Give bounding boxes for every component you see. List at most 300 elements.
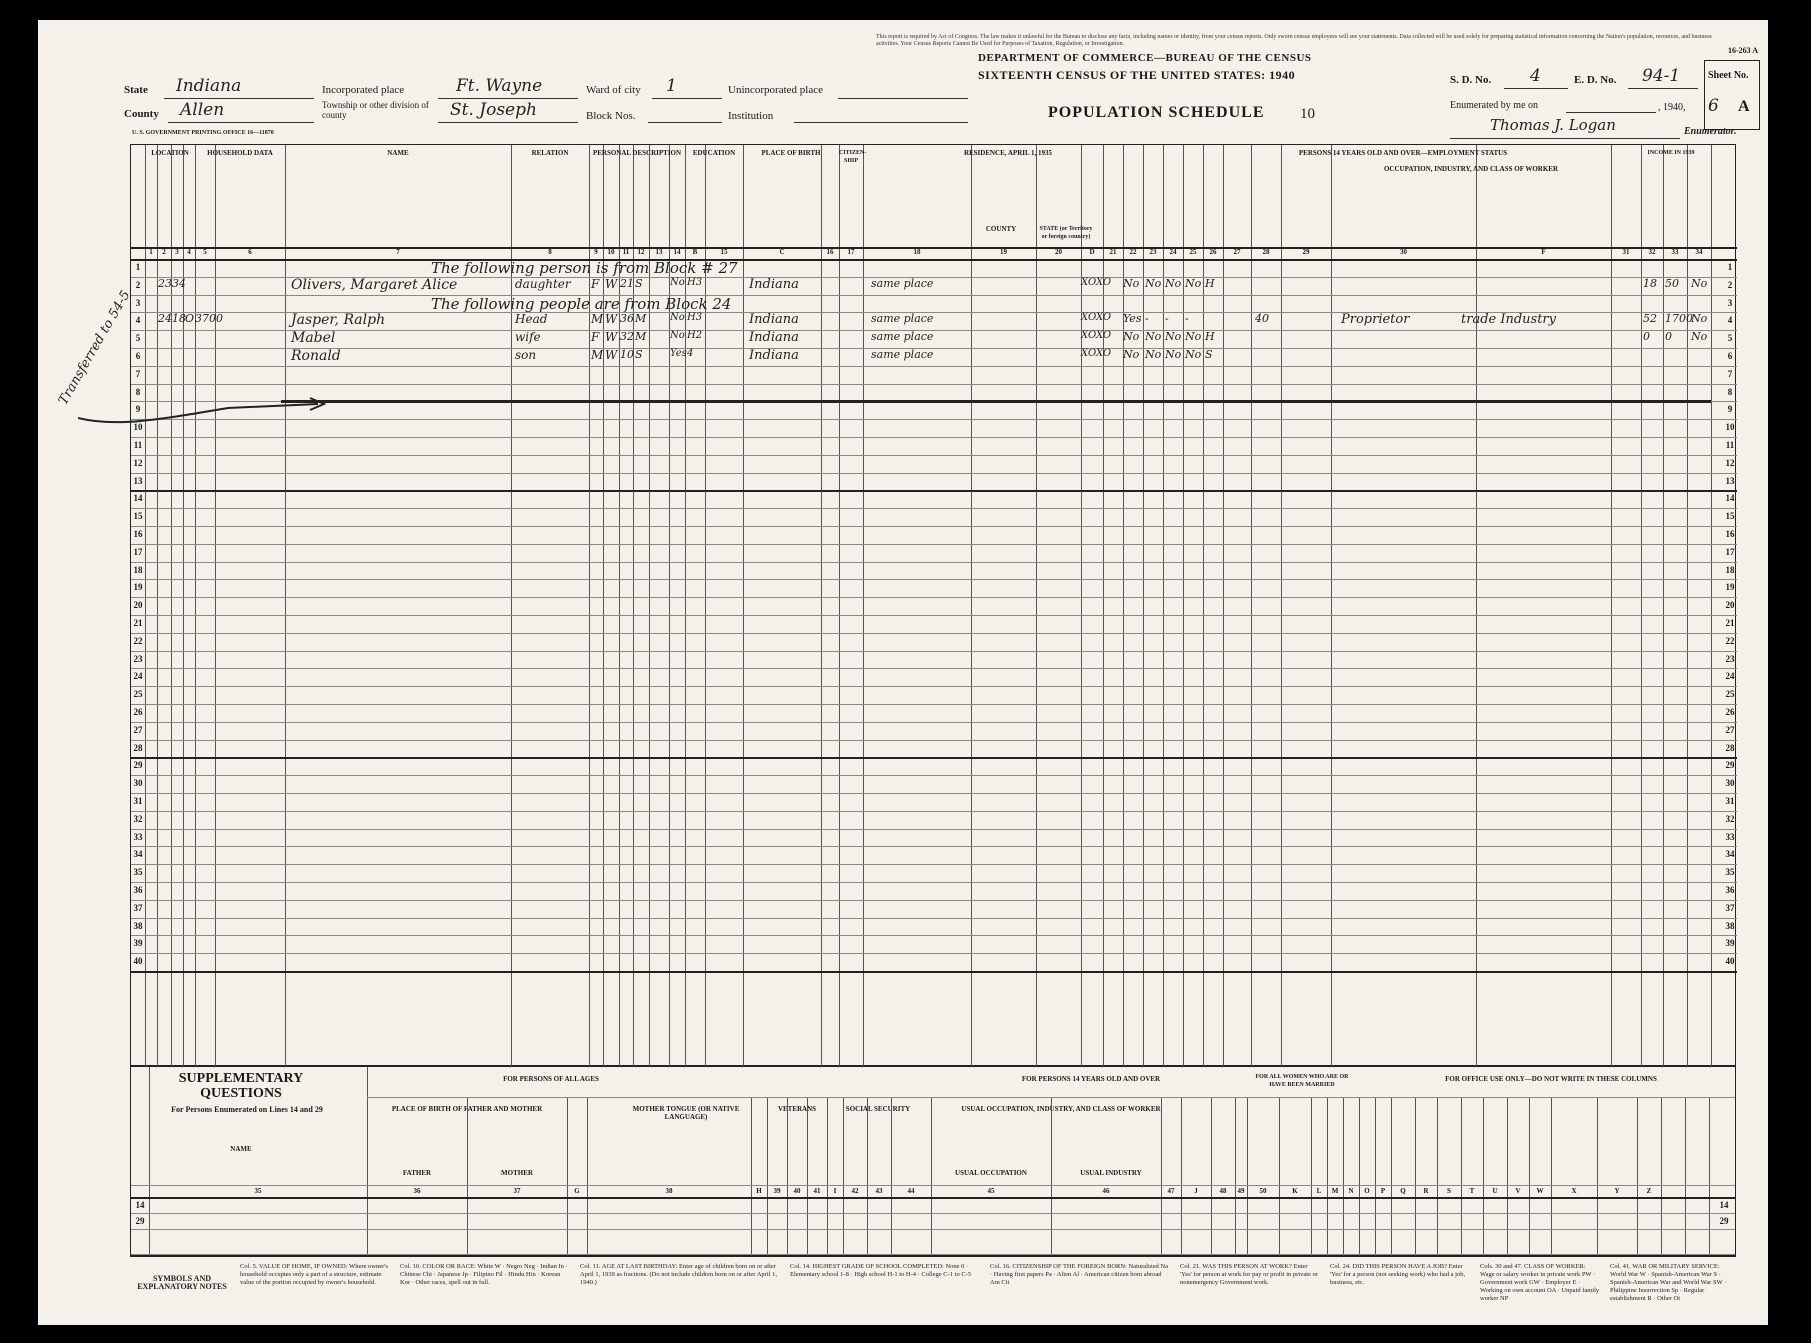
activity-code: H — [1205, 330, 1215, 344]
public-work: No — [1165, 348, 1182, 361]
birthplace: Indiana — [749, 276, 799, 292]
seeking-work: - — [1145, 312, 1149, 326]
grid-column-line — [863, 145, 864, 1067]
supp-column-line — [1391, 1097, 1392, 1254]
line-number: 17 — [1725, 546, 1735, 557]
supp-column-number: 43 — [875, 1187, 883, 1195]
row-rule — [131, 615, 1737, 616]
supp-column-line — [1247, 1097, 1248, 1254]
line-number: 19 — [133, 582, 143, 593]
public-work: No — [1165, 276, 1182, 290]
column-number: 13 — [655, 248, 663, 256]
column-number: 22 — [1129, 248, 1137, 256]
line-number: 22 — [1725, 635, 1735, 646]
grid-column-line — [1611, 145, 1612, 1067]
row-rule — [131, 473, 1737, 474]
supp-column-number: 41 — [813, 1187, 821, 1195]
supp-column-line — [1529, 1097, 1530, 1254]
grid-column-line — [195, 145, 196, 1067]
line-number: 32 — [1725, 813, 1735, 824]
supp-column-line — [467, 1097, 468, 1254]
seeking-work: No — [1145, 330, 1162, 344]
supp-column-line — [1181, 1097, 1182, 1254]
column-number: C — [779, 248, 785, 256]
line-number: 30 — [1725, 778, 1735, 789]
supp-column-line — [1551, 1097, 1552, 1254]
incorporated-place-label: Incorporated place — [322, 84, 405, 96]
column-number: 4 — [187, 248, 191, 256]
race: W — [605, 330, 618, 345]
department-title: DEPARTMENT OF COMMERCE—BUREAU OF THE CENSUS — [978, 52, 1312, 64]
line-number: 4 — [135, 315, 141, 326]
supp-column-line — [1637, 1097, 1638, 1254]
supp-column-line — [1685, 1097, 1686, 1254]
sd-label: S. D. No. — [1450, 74, 1492, 86]
grid-column-line — [971, 145, 972, 1067]
sheet-number: 6 — [1708, 96, 1719, 116]
column-number: 19 — [1000, 248, 1007, 256]
row-rule — [131, 900, 1737, 901]
supp-column-line — [931, 1097, 932, 1254]
relation: Head — [515, 312, 548, 327]
code: XOXO — [1081, 348, 1112, 359]
supp-column-number: 48 — [1219, 1187, 1227, 1195]
line-number: 3 — [1727, 297, 1733, 308]
supp-column-line — [843, 1097, 844, 1254]
has-job: No — [1185, 276, 1202, 290]
line-number: 14 — [1725, 493, 1735, 504]
wages: 0 — [1665, 330, 1672, 344]
row-rule — [131, 971, 1737, 973]
grid-column-line — [1331, 145, 1332, 1067]
line-number: 21 — [133, 618, 143, 628]
marital-status: M — [635, 312, 647, 326]
supp-column-number: Y — [1614, 1187, 1620, 1195]
row-rule — [131, 935, 1737, 936]
home-owned: O — [185, 312, 195, 326]
column-number: 11 — [622, 248, 630, 256]
line-number: 28 — [133, 742, 143, 753]
grade-completed: H2 — [687, 330, 703, 342]
grade-completed: H3 — [687, 276, 703, 288]
line-number: 12 — [133, 457, 143, 468]
residence-1935: same place — [871, 330, 934, 344]
line-number: 9 — [135, 404, 141, 415]
line-number: 11 — [133, 440, 143, 450]
block-transfer-note: The following person is from Block # 27 — [431, 259, 738, 277]
marital-status: S — [635, 276, 643, 290]
wages: 1700 — [1665, 312, 1693, 326]
supp-column-line — [1327, 1097, 1328, 1254]
supp-column-number: K — [1292, 1187, 1298, 1195]
grid-column-line — [821, 145, 822, 1067]
supp-column-number: U — [1492, 1187, 1498, 1195]
grid-column-line — [1663, 145, 1664, 1067]
race: W — [605, 312, 618, 327]
column-number: 23 — [1149, 248, 1157, 256]
supp-column-line — [1343, 1097, 1344, 1254]
school-attendance: Yes — [670, 348, 687, 359]
line-number: 27 — [1725, 724, 1735, 735]
line-number: 23 — [133, 653, 143, 664]
form-number: 16-263 A — [1728, 46, 1758, 55]
line-number: 33 — [133, 831, 143, 842]
line-number: 6 — [1727, 351, 1733, 361]
line-number: 10 — [1725, 422, 1735, 433]
line-number: 16 — [1725, 529, 1735, 539]
supp-column-line — [1437, 1097, 1438, 1254]
row-rule — [131, 829, 1737, 830]
line-number: 1 — [135, 262, 141, 272]
residence-1935: same place — [871, 312, 934, 326]
supp-veterans: VETERANS — [777, 1105, 817, 1113]
other-income: No — [1691, 312, 1708, 326]
column-number: 27 — [1233, 248, 1241, 256]
home-value: 3700 — [195, 312, 223, 326]
has-job: - — [1185, 312, 1189, 326]
supp-column-line — [1235, 1097, 1236, 1254]
ward-label: Ward of city — [586, 84, 641, 96]
row-rule — [131, 633, 1737, 634]
col-county-header: COUNTY — [985, 225, 1017, 233]
note-color-race: Col. 10. COLOR OR RACE: White W · Negro Neg · Indian In · Chinese Chi · Japanese Jp · Filipino Fil · Hindu Hin · Korean Kor · Other races, spell out in full. — [400, 1263, 568, 1286]
line-number: 15 — [133, 511, 143, 522]
block-label: Block Nos. — [586, 110, 636, 122]
row-rule — [131, 722, 1737, 723]
line-number: 24 — [133, 671, 143, 682]
supp-column-number: 42 — [851, 1187, 859, 1195]
line-number: 5 — [1727, 333, 1733, 344]
birthplace: Indiana — [749, 330, 799, 346]
line-number: 25 — [133, 689, 143, 700]
line-number: 37 — [1725, 902, 1735, 913]
column-number: 14 — [673, 248, 681, 256]
at-work: No — [1123, 276, 1140, 290]
line-number: 3 — [135, 297, 141, 308]
person-name: Mabel — [291, 330, 336, 347]
grid-column-line — [1036, 145, 1037, 1067]
line-number: 34 — [1725, 849, 1735, 860]
supp-column-line — [867, 1097, 868, 1254]
line-number: 16 — [133, 529, 143, 539]
township-label: Township or other division of county — [322, 100, 429, 120]
row-rule — [131, 757, 1737, 759]
line-number: 18 — [1725, 564, 1735, 575]
supp-column-number: 49 — [1237, 1187, 1245, 1195]
seeking-work: No — [1145, 348, 1162, 361]
supp-column-number: 37 — [513, 1187, 521, 1195]
supp-column-line — [567, 1097, 568, 1254]
line-number: 7 — [1727, 368, 1733, 379]
supp-column-line — [1161, 1097, 1162, 1254]
line-number: 23 — [1725, 653, 1735, 664]
column-number: 33 — [1671, 248, 1679, 256]
grid-column-line — [1143, 145, 1144, 1067]
page-number: 10 — [1300, 106, 1315, 122]
strikethrough-line — [281, 400, 1711, 403]
weeks-worked: 18 — [1643, 276, 1657, 290]
line-number: 27 — [133, 724, 143, 735]
supp-column-line — [1507, 1097, 1508, 1254]
column-number: 32 — [1648, 248, 1656, 256]
birthplace: Indiana — [749, 348, 799, 363]
column-number: 5 — [203, 248, 207, 256]
row-rule — [131, 846, 1737, 847]
birthplace: Indiana — [749, 312, 799, 328]
legal-notice: This report is required by Act of Congress. The law makes it unlawful for the Bureau to disclose any facts, including names or identity, from your census reports. Only sworn census employees will see your statements. Data collected will be used solely for preparing statistical information concerning the Nation's population, resources, and business activities. Your Census Reports Cannot Be Used for Purposes of Taxation, Regulation, or Investigation. — [876, 34, 1712, 47]
seeking-work: No — [1145, 276, 1162, 290]
section-occupation: OCCUPATION, INDUSTRY, AND CLASS OF WORKER — [1383, 165, 1559, 173]
supp-column-number: 46 — [1102, 1187, 1110, 1195]
line-number: 39 — [133, 938, 143, 949]
industry: trade Industry — [1461, 312, 1556, 328]
header-rule — [131, 259, 1737, 261]
column-number: 9 — [594, 248, 598, 256]
column-number: 34 — [1695, 248, 1703, 256]
supp-column-number: M — [1331, 1187, 1339, 1195]
line-number: 37 — [133, 902, 143, 913]
age: 10 — [620, 348, 634, 361]
column-number: 17 — [847, 248, 855, 256]
line-number: 14 — [133, 493, 143, 504]
supp-usual-occupation-header: USUAL OCCUPATION — [955, 1169, 1027, 1177]
supp-title: SUPPLEMENTARY QUESTIONS — [178, 1071, 304, 1101]
sheet-letter: A — [1738, 98, 1750, 115]
supp-row-rule — [131, 1213, 1735, 1214]
line-number: 21 — [1725, 618, 1735, 628]
at-work: No — [1123, 330, 1140, 344]
unincorporated-label: Unincorporated place — [728, 84, 823, 96]
supp-column-line — [751, 1097, 752, 1254]
supp-row-rule — [131, 1254, 1735, 1255]
column-number: 2 — [162, 248, 166, 256]
supp-line-number: 14 — [1719, 1200, 1729, 1210]
grid-column-line — [603, 145, 604, 1067]
supp-column-line — [1597, 1097, 1598, 1254]
grid-column-line — [1641, 145, 1642, 1067]
supp-column-line — [367, 1067, 368, 1254]
supp-column-number: 40 — [793, 1187, 801, 1195]
row-rule — [131, 455, 1737, 456]
grid-column-line — [1281, 145, 1282, 1067]
dwelling-number: 2418 — [158, 312, 186, 326]
row-rule — [131, 330, 1737, 331]
margin-note: Transferred to 54-5 — [56, 288, 134, 408]
residence-1935: same place — [871, 276, 934, 290]
line-number: 19 — [1725, 582, 1735, 593]
note-citizenship: Col. 16. CITIZENSHIP OF THE FOREIGN BORN: Naturalized Na · Having first papers Pa · Alien Al · American citizen born abroad Am Cit — [990, 1263, 1169, 1286]
supp-row-rule — [131, 1185, 1735, 1186]
supp-column-number: O — [1364, 1187, 1370, 1195]
line-number: 2 — [1727, 279, 1733, 290]
incorporated-place-value: Ft. Wayne — [456, 76, 543, 96]
line-number: 9 — [1727, 404, 1733, 415]
public-work: No — [1165, 330, 1182, 344]
row-rule — [131, 295, 1737, 296]
row-rule — [131, 793, 1737, 794]
supp-column-number: 47 — [1167, 1187, 1175, 1195]
supp-column-line — [1415, 1097, 1416, 1254]
column-number: 15 — [720, 248, 728, 256]
supp-father-header: FATHER — [402, 1169, 432, 1177]
supp-women: FOR ALL WOMEN WHO ARE OR HAVE BEEN MARRIED — [1255, 1074, 1349, 1088]
supp-column-line — [767, 1097, 768, 1254]
supp-office: FOR OFFICE USE ONLY—DO NOT WRITE IN THESE COLUMNS — [1445, 1075, 1657, 1083]
grid-column-line — [1163, 145, 1164, 1067]
line-number: 29 — [1725, 760, 1735, 771]
age: 32 — [620, 330, 634, 344]
grid-column-line — [1203, 145, 1204, 1067]
section-education: EDUCATION — [692, 149, 736, 157]
code: XOXO — [1081, 276, 1112, 288]
line-number: 12 — [1725, 457, 1735, 468]
has-job: No — [1185, 330, 1202, 344]
notes-title: SYMBOLS AND EXPLANATORY NOTES — [137, 1274, 227, 1291]
supp-column-line — [149, 1067, 150, 1254]
column-number: 25 — [1189, 248, 1197, 256]
row-rule — [131, 348, 1737, 349]
row-rule — [131, 953, 1737, 954]
row-rule — [131, 668, 1737, 669]
line-number: 31 — [1725, 796, 1735, 806]
line-number: 22 — [133, 635, 143, 646]
supp-mother-tongue: MOTHER TONGUE (OR NATIVE LANGUAGE) — [632, 1105, 740, 1121]
relation: wife — [515, 330, 541, 345]
line-number: 30 — [133, 778, 143, 789]
supp-name-header: NAME — [230, 1145, 252, 1153]
person-name: Olivers, Margaret Alice — [291, 276, 458, 293]
supp-column-line — [1461, 1097, 1462, 1254]
grid-column-line — [649, 145, 650, 1067]
supp-column-line — [587, 1097, 588, 1254]
activity-code: H — [1205, 276, 1215, 290]
supp-row-rule — [131, 1229, 1735, 1230]
column-number: D — [1089, 248, 1095, 256]
grid-column-line — [1687, 145, 1688, 1067]
section-relation: RELATION — [531, 149, 569, 157]
line-number: 15 — [1725, 511, 1735, 522]
column-number: 30 — [1400, 248, 1407, 256]
hours-worked: 40 — [1255, 312, 1269, 326]
section-personal: PERSONAL DESCRIPTION — [592, 149, 682, 157]
column-number: 10 — [607, 248, 615, 256]
supp-column-number: S — [1447, 1187, 1451, 1195]
sex: M — [591, 312, 604, 327]
row-rule — [131, 437, 1737, 438]
supp-column-number: 45 — [987, 1187, 995, 1195]
institution-label: Institution — [728, 110, 774, 122]
supp-column-number: W — [1536, 1187, 1544, 1195]
school-attendance: No — [670, 312, 685, 324]
supp-column-line — [1483, 1097, 1484, 1254]
printing-office: U. S. GOVERNMENT PRINTING OFFICE 16—11870 — [132, 130, 274, 136]
year-label: , 1940, — [1658, 102, 1686, 113]
grid-column-line — [839, 145, 840, 1067]
supp-column-line — [1211, 1097, 1212, 1254]
line-number: 40 — [133, 956, 143, 967]
grid-column-line — [1251, 145, 1252, 1067]
row-rule — [131, 811, 1737, 812]
note-class-of-worker: Cols. 30 and 47. CLASS OF WORKER: Wage or salary worker in private work PW · Government work GW · Employer E · Working on own account OA · Unpaid family worker NP — [1480, 1263, 1600, 1302]
row-rule — [131, 775, 1737, 776]
race: W — [605, 348, 618, 362]
grid-column-line — [285, 145, 286, 1067]
wages: 50 — [1665, 276, 1679, 290]
column-number: 7 — [396, 248, 400, 256]
section-employment: PERSONS 14 YEARS OLD AND OVER—EMPLOYMENT STATUS — [1298, 149, 1508, 157]
grid-column-line — [589, 145, 590, 1067]
section-residence: RESIDENCE, APRIL 1, 1935 — [963, 149, 1053, 157]
supp-column-number: H — [756, 1187, 762, 1195]
grid-column-line — [145, 145, 146, 1067]
grid-column-line — [1711, 145, 1712, 1067]
supp-row-rule — [131, 1197, 1735, 1199]
col-state-header: STATE (or Territory or foreign country) — [1039, 226, 1093, 240]
line-number: 38 — [1725, 920, 1735, 931]
line-number: 25 — [1725, 689, 1735, 700]
weeks-worked: 52 — [1643, 312, 1657, 326]
school-attendance: No — [670, 330, 685, 342]
supp-column-line — [1375, 1097, 1376, 1254]
sex: F — [591, 330, 600, 345]
row-rule — [131, 544, 1737, 545]
supp-line-number: 14 — [135, 1200, 145, 1210]
section-household: HOUSEHOLD DATA — [207, 149, 273, 157]
marital-status: M — [635, 330, 647, 344]
supp-column-line — [807, 1097, 808, 1254]
row-rule — [131, 384, 1737, 385]
line-number: 2 — [135, 279, 141, 290]
at-work: Yes — [1123, 312, 1142, 326]
age: 21 — [620, 276, 634, 290]
supp-all-ages: FOR PERSONS OF ALL AGES — [503, 1075, 599, 1083]
marital-status: S — [635, 348, 643, 361]
township-value: St. Joseph — [450, 100, 537, 120]
enumerator-name: Thomas J. Logan — [1490, 116, 1616, 134]
section-name: NAME — [387, 149, 409, 157]
line-number: 20 — [133, 600, 143, 611]
supp-column-number: I — [833, 1187, 837, 1195]
line-number: 5 — [135, 333, 141, 344]
ward-value: 1 — [666, 76, 677, 96]
ed-value: 94-1 — [1642, 66, 1681, 86]
row-rule — [131, 686, 1737, 687]
column-number: 18 — [913, 248, 921, 256]
supp-over14: FOR PERSONS 14 YEARS OLD AND OVER — [1021, 1075, 1161, 1083]
column-number: 20 — [1055, 248, 1062, 256]
line-number: 7 — [135, 368, 141, 379]
supp-column-number: J — [1194, 1187, 1198, 1195]
note-military: Col. 41. WAR OR MILITARY SERVICE: World War W · Spanish-American War S · Spanish-American War and World War SW · Philippine Insurrection Sp · Regular establishment R · Other Ot — [1610, 1263, 1727, 1302]
line-number: 40 — [1725, 956, 1735, 967]
dwelling-number: 2334 — [158, 276, 186, 290]
code: XOXO — [1081, 312, 1112, 324]
row-rule — [131, 366, 1737, 367]
person-name: Ronald — [291, 348, 341, 364]
supp-column-number: 36 — [413, 1187, 421, 1195]
population-grid — [130, 144, 1736, 1066]
supp-column-number: 39 — [773, 1187, 781, 1195]
line-number: 31 — [133, 796, 143, 806]
row-rule — [131, 562, 1737, 563]
grid-column-line — [1183, 145, 1184, 1067]
school-attendance: No — [670, 276, 685, 288]
state-value: Indiana — [176, 76, 242, 96]
note-age: Col. 11. AGE AT LAST BIRTHDAY: Enter age of children born on or after April 1, 1939 as fractions. (Do not include children born on or after April 1, 1940.) — [580, 1263, 777, 1286]
line-number: 6 — [135, 351, 141, 361]
supp-column-number: 44 — [907, 1187, 915, 1195]
at-work: No — [1123, 348, 1140, 361]
